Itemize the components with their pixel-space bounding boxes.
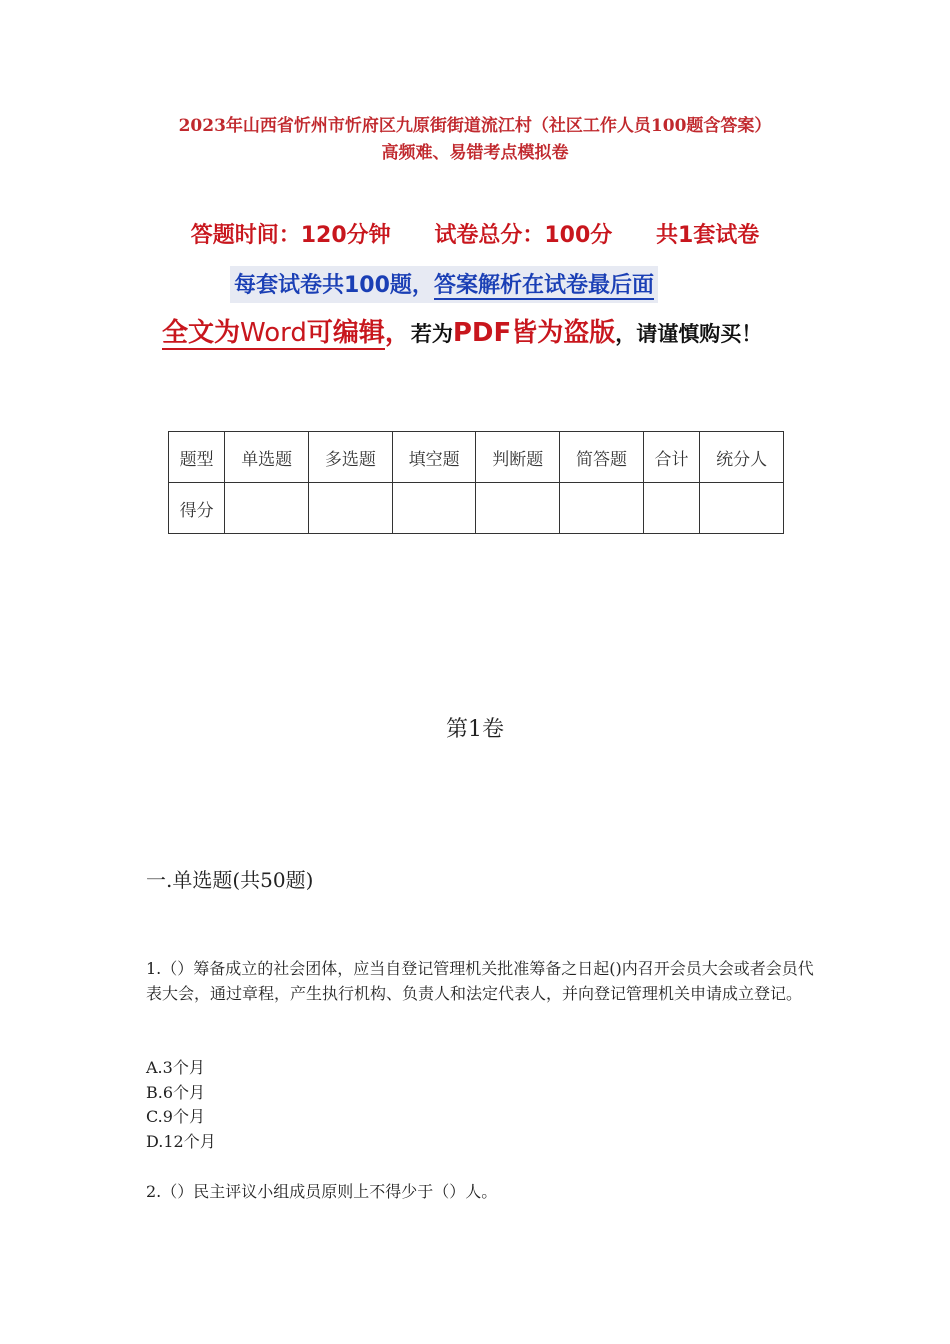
editable-notice-prefix: 全文为	[162, 318, 241, 348]
option-a: A.3个月	[146, 1058, 205, 1077]
header-cell: 题型	[169, 432, 225, 483]
score-cell	[309, 483, 393, 534]
score-cell	[700, 483, 784, 534]
header-cell: 判断题	[476, 432, 560, 483]
comma-2: ，	[615, 322, 637, 346]
score-row-label: 得分	[169, 483, 225, 534]
buy-carefully-label: 请谨慎购买！	[636, 322, 763, 346]
document-title	[60, 113, 890, 167]
editable-label: 可编辑	[306, 318, 385, 348]
option-d: D.12个月	[146, 1131, 216, 1151]
score-cell	[225, 483, 309, 534]
question-1-stem: 1.（）筹备成立的社会团体，应当自登记管理机关批准筹备之日起()内召开会员大会或者会员代表大会，通过章程，产生执行机构、负责人和法定代表人，并向登记管理机关申请成立登记。	[146, 959, 814, 1003]
exam-time: 答题时间：120分钟	[190, 223, 391, 248]
header-cell: 多选题	[309, 432, 393, 483]
score-cell	[560, 483, 644, 534]
question-1-options	[146, 1056, 216, 1154]
exam-meta	[0, 218, 950, 249]
score-cell	[392, 483, 476, 534]
copyright-notice	[162, 310, 802, 357]
score-cell	[476, 483, 560, 534]
score-cell	[643, 483, 699, 534]
exam-set-count: 共1套试卷	[655, 223, 760, 248]
volume-title: 第1卷	[446, 717, 504, 742]
header-cell: 简答题	[560, 432, 644, 483]
word-label: Word	[240, 318, 307, 348]
header-cell: 填空题	[392, 432, 476, 483]
exam-total-score: 试卷总分：100分	[434, 223, 613, 248]
title-line-1: 2023年山西省忻州市忻府区九原街街道流江村（社区工作人员100题含答案）	[178, 116, 772, 136]
header-cell: 统分人	[700, 432, 784, 483]
answer-notice	[230, 266, 658, 303]
if-label: 若为	[410, 322, 453, 346]
comma-1: ，	[384, 318, 411, 348]
editable-notice	[162, 318, 385, 350]
section-heading: 一.单选题(共50题)	[146, 868, 314, 892]
score-table-header-row	[169, 432, 784, 483]
pdf-pirated-label: PDF皆为盗版	[452, 318, 616, 348]
score-table	[168, 431, 784, 534]
option-c: C.9个月	[146, 1107, 205, 1126]
option-b: B.6个月	[146, 1082, 206, 1102]
header-cell: 合计	[643, 432, 699, 483]
title-line-2: 高频难、易错考点模拟卷	[381, 143, 569, 163]
score-table-score-row	[169, 483, 784, 534]
answer-notice-part1: 每套试卷共100题，	[234, 273, 434, 298]
header-cell: 单选题	[225, 432, 309, 483]
answer-notice-part2: 答案解析在试卷最后面	[433, 273, 654, 298]
question-2-stem: 2.（）民主评议小组成员原则上不得少于（）人。	[146, 1182, 498, 1201]
